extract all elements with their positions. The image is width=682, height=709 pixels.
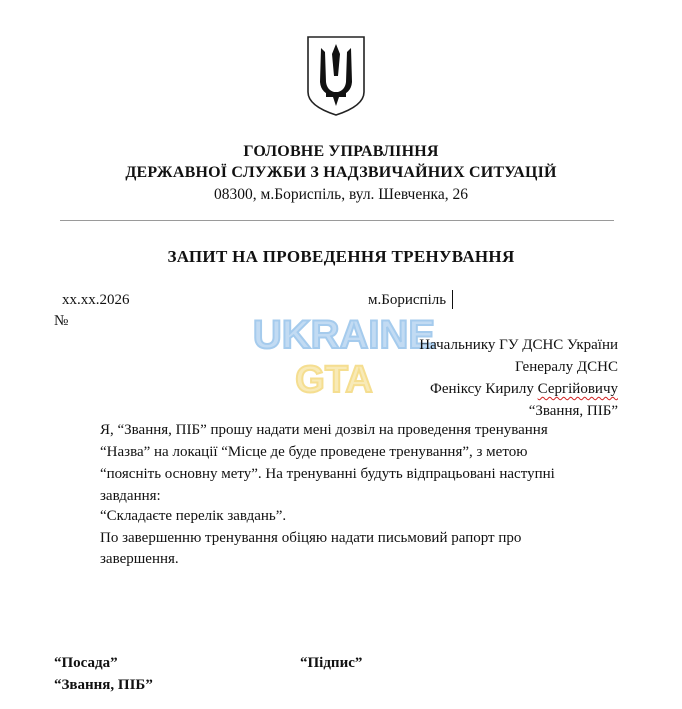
body-line1: Я, “Звання, ПІБ” прошу надати мені дозвіл на проведення тренування (100, 422, 548, 438)
addressee-line1: Начальнику ГУ ДСНС України (419, 337, 618, 353)
document-number-label: № (54, 313, 69, 329)
signature-rank-name: “Звання, ПІБ” (54, 677, 153, 693)
watermark-logo (252, 308, 438, 400)
document-title: ЗАПИТ НА ПРОВЕДЕННЯ ТРЕНУВАННЯ (167, 247, 515, 266)
addressee-line4: “Звання, ПІБ” (528, 403, 618, 419)
addressee-patronymic: Сергійовичу (537, 381, 618, 397)
body-line5: “Складаєте перелік завдань”. (100, 508, 287, 524)
org-name-line1: ГОЛОВНЕ УПРАВЛІННЯ (243, 143, 439, 160)
addressee-name: Феніксу Кирилу (430, 381, 538, 397)
signature-label: “Підпис” (300, 655, 363, 671)
body-line7: завершення. (100, 551, 179, 567)
org-address: 08300, м.Бориспіль, вул. Шевченка, 26 (214, 186, 468, 203)
document-city: м.Бориспіль (368, 292, 447, 308)
text-cursor (452, 290, 453, 309)
addressee-line3 (430, 378, 618, 400)
org-name-line2: ДЕРЖАВНОЇ СЛУЖБИ З НАДЗВИЧАЙНИХ СИТУАЦІЙ (125, 164, 557, 181)
addressee-line2: Генералу ДСНС (515, 359, 618, 375)
body-line6: По завершенню тренування обіцяю надати письмовий рапорт про (100, 530, 522, 546)
document-date: xx.xx.2026 (62, 292, 130, 308)
body-line3: “поясніть основну мету”. На тренуванні будуть відпрацьовані наступні (100, 466, 555, 482)
body-line2: “Назва” на локації “Місце де буде проведене тренування”, з метою (100, 444, 528, 460)
body-line4: завдання: (100, 488, 161, 504)
coat-of-arms-icon (305, 34, 367, 118)
signature-position: “Посада” (54, 655, 118, 671)
watermark-line1: UKRAINE (252, 313, 436, 357)
header-divider (60, 220, 614, 221)
watermark-line2: GTA (295, 359, 373, 400)
